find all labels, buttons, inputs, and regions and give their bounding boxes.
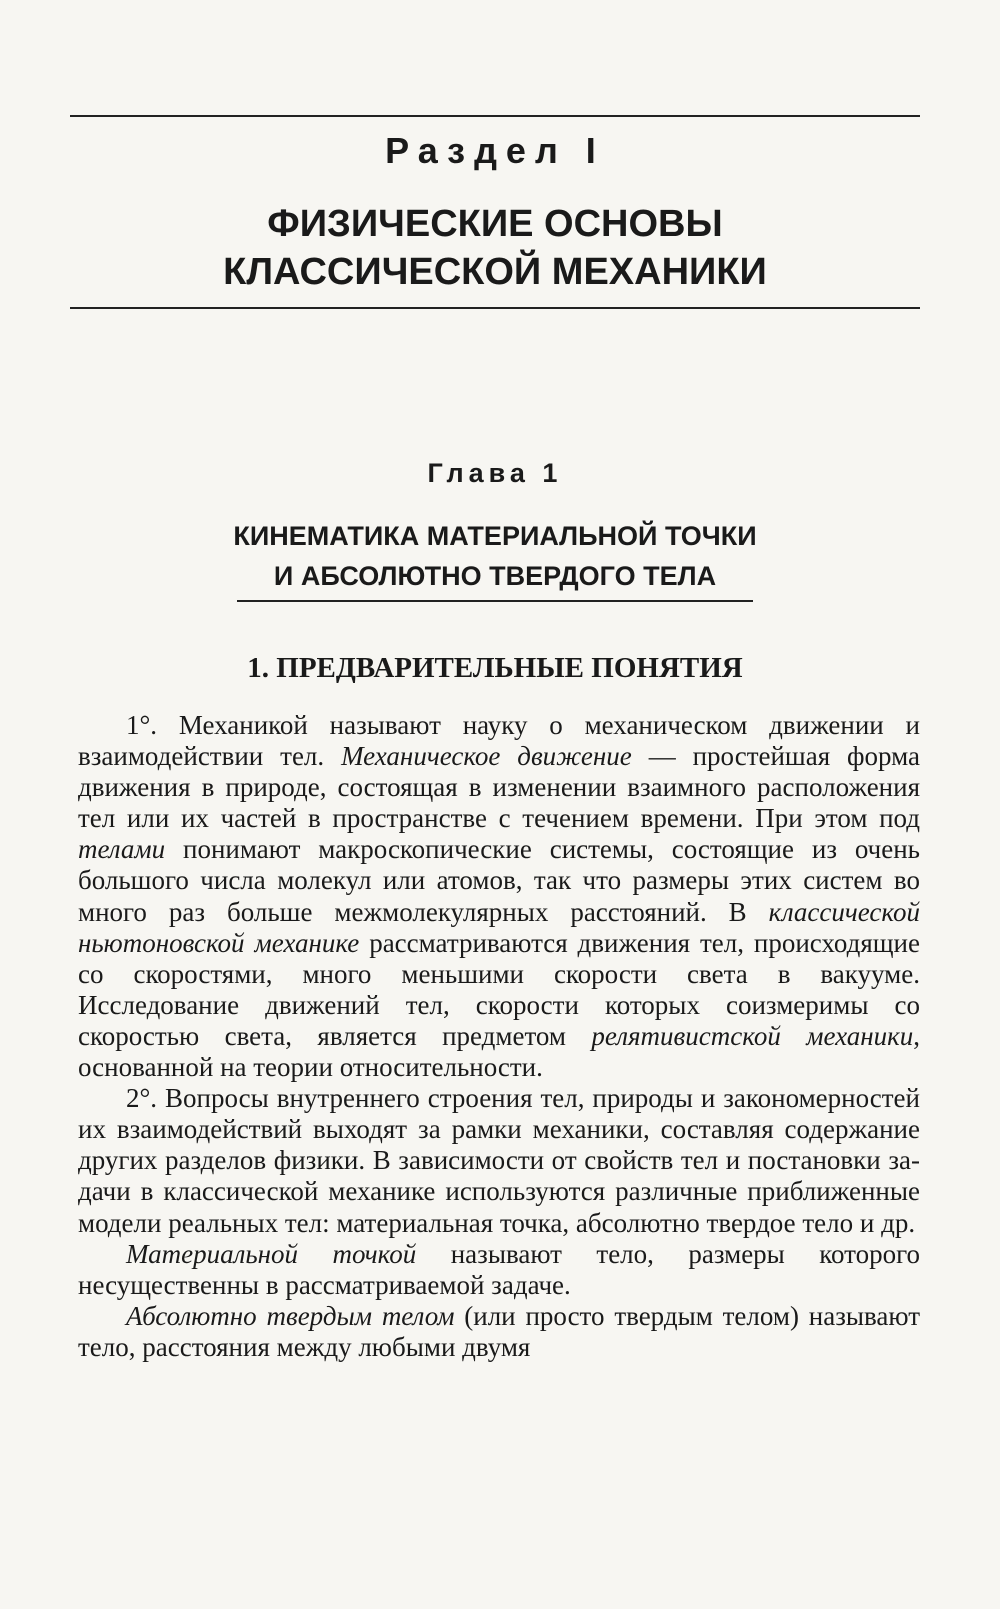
text-run: понимают макроскопические системы, состоящие из очень большого числа молекул или атомов, так что размеры этих систем во много раз больше межмолекулярных расстояний. В (78, 834, 920, 927)
subsection-title: 1. ПРЕДВАРИТЕЛЬНЫЕ ПОНЯТИЯ (247, 652, 743, 684)
section-title-line2: КЛАССИЧЕСКОЙ МЕХАНИКИ (223, 251, 767, 293)
text-run: называют тело, размеры которого несущественны в рассматриваемой задаче. (78, 1238, 921, 1300)
italic-term: телами (78, 834, 166, 865)
chapter-label: Глава 1 (427, 458, 563, 488)
text-run: рассматриваются движения тел, происходящие со скоростями, много меньшими скорости света в вакууме. Исследование движений тел, скорости которых соизмеримы со скоростью света, является предметом (78, 927, 920, 1051)
chapter-underline (237, 600, 753, 602)
paragraph-2 (78, 1083, 920, 1238)
paragraph-4 (78, 1301, 920, 1363)
italic-term: Абсолютно твердым телом (126, 1300, 455, 1331)
text-run: 2°. Вопросы внутреннего строения тел, природы и закономерностей их взаимодействий выходят за рамки механики, составляя содержание других разделов физики. В зависимости от свойств тел и постановки задачи в классической механике используются различные приближенные модели реальных тел: материальная точка, абсолютно твердое тело и др. (78, 1083, 920, 1238)
text-run: (или просто твердым телом) называют тело, расстояния между любыми двумя (78, 1300, 920, 1362)
section-title (70, 200, 920, 296)
text-run: 1°. Механикой называют науку о механическом движении и взаимодействии тел. (78, 710, 920, 772)
paragraph-3 (78, 1239, 920, 1301)
section-label: Раздел I (385, 130, 605, 171)
chapter-title (70, 516, 920, 596)
chapter-title-line1: КИНЕМАТИКА МАТЕРИАЛЬНОЙ ТОЧКИ (233, 521, 757, 551)
section-title-line1: ФИЗИЧЕСКИЕ ОСНОВЫ (267, 203, 723, 245)
paragraph-1 (78, 710, 920, 1083)
italic-term: классической ньютоновской механике (78, 896, 920, 958)
body-text (78, 710, 920, 1363)
text-run: — простейшая форма движения в природе, состоящая в изменении взаимного расположения тел или их частей в пространстве с течением времени. При этом под (78, 741, 920, 834)
italic-term: Материальной точкой (126, 1238, 417, 1269)
italic-term: релятивистской механики (591, 1020, 914, 1051)
section-top-rule (70, 115, 920, 117)
italic-term: Механическое движение (341, 741, 632, 772)
text-run: , основанной на теории относительности. (78, 1020, 920, 1083)
chapter-title-line2: И АБСОЛЮТНО ТВЕРДОГО ТЕЛА (273, 561, 717, 591)
section-bottom-rule (70, 307, 920, 309)
